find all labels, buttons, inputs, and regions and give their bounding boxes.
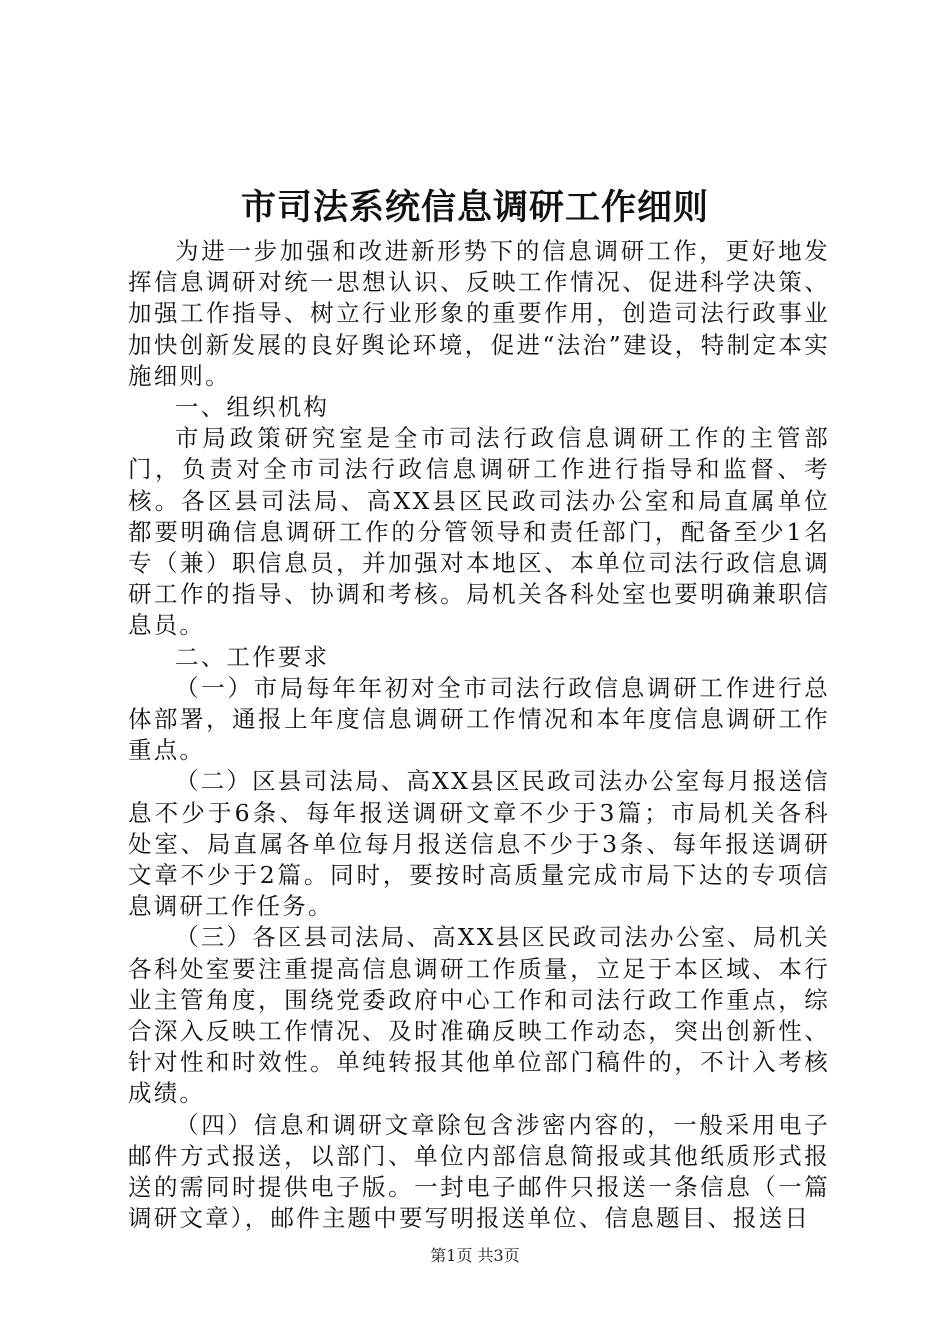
requirement-item-4: （四）信息和调研文章除包含涉密内容的，一般采用电子邮件方式报送，以部门、单位内部信息简报或其他纸质形式报送的需同时提供电子版。一封电子邮件只报送一条信息（一篇调研文章），邮件主题中要写明报送单位、信息题目、报送日 (128, 1110, 830, 1233)
requirement-item-1: （一）市局每年年初对全市司法行政信息调研工作进行总体部署，通报上年度信息调研工作情况和本年度信息调研工作重点。 (128, 673, 830, 765)
page-number-footer: 第1页 共3页 (430, 1246, 520, 1265)
section-heading-organization: 一、组织机构 (175, 393, 330, 422)
section-heading-requirements: 二、工作要求 (175, 642, 330, 671)
requirement-item-2: （二）区县司法局、高XX县区民政司法办公室每月报送信息不少于6条、每年报送调研文章不少于3篇；市局机关各科处室、局直属各单位每月报送信息不少于3条、每年报送调研文章不少于2篇。同时，要按时高质量完成市局下达的专项信息调研工作任务。 (128, 767, 830, 921)
document-title: 市司法系统信息调研工作细则 (240, 187, 709, 228)
organization-paragraph: 市局政策研究室是全市司法行政信息调研工作的主管部门，负责对全市司法行政信息调研工作进行指导和监督、考核。各区县司法局、高XX县区民政司法办公室和局直属单位都要明确信息调研工作的分管领导和责任部门，配备至少1名专（兼）职信息员，并加强对本地区、本单位司法行政信息调研工作的指导、协调和考核。局机关各科处室也要明确兼职信息员。 (128, 424, 830, 640)
intro-paragraph: 为进一步加强和改进新形势下的信息调研工作，更好地发挥信息调研对统一思想认识、反映工作情况、促进科学决策、加强工作指导、树立行业形象的重要作用，创造司法行政事业加快创新发展的良好舆论环境，促进“法治”建设，特制定本实施细则。 (128, 237, 830, 390)
requirement-item-3: （三）各区县司法局、高XX县区民政司法办公室、局机关各科处室要注重提高信息调研工作质量，立足于本区域、本行业主管角度，围绕党委政府中心工作和司法行政工作重点，综合深入反映工作情况、及时准确反映工作动态，突出创新性、针对性和时效性。单纯转报其他单位部门稿件的，不计入考核成绩。 (128, 923, 830, 1108)
document-body (128, 236, 830, 1235)
